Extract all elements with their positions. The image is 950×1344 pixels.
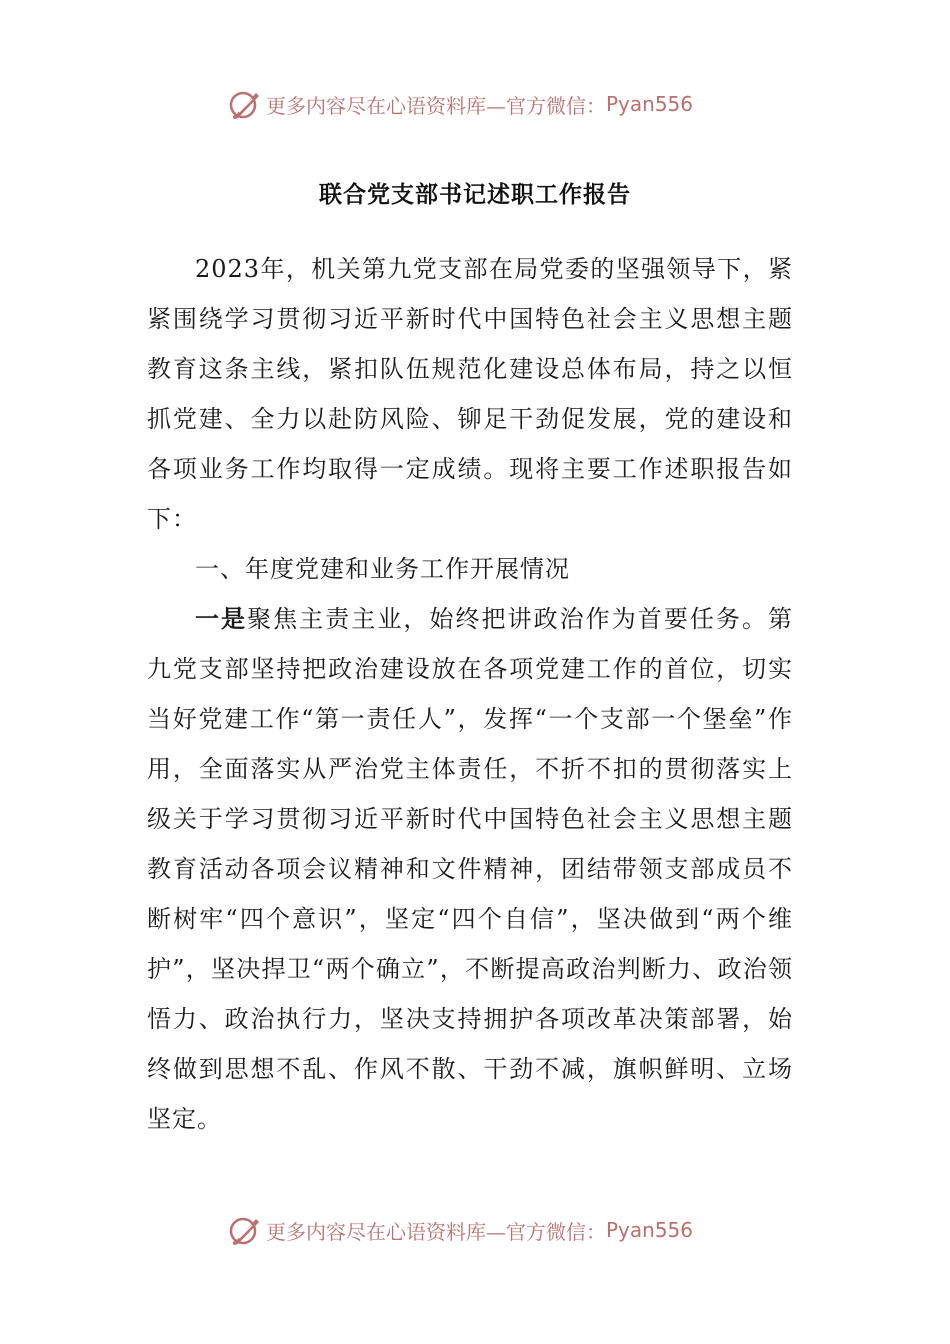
intro-paragraph: 2023年，机关第九党支部在局党委的坚强领导下，紧紧围绕学习贯彻习近平新时代中国特色社会主义思想主题教育这条主线，紧扣队伍规范化建设总体布局，持之以恒抓党建、全力以赴防风险、铆足干劲促发展，党的建设和各项业务工作均取得一定成绩。现将主要工作述职报告如下： — [147, 255, 793, 533]
watermark-wechat-id: Pyan556 — [606, 1218, 694, 1242]
document-body — [147, 244, 793, 1144]
document-title: 联合党支部书记述职工作报告 — [319, 181, 631, 208]
watermark-text: 更多内容尽在心语资料库—官方微信： — [266, 93, 606, 118]
point-body: 聚焦主责主业，始终把讲政治作为首要任务。第九党支部坚持把政治建设放在各项党建工作的首位，切实当好党建工作“第一责任人”，发挥“一个支部一个堡垒”作用，全面落实从严治党主体责任，不折不扣的贯彻落实上级关于学习贯彻习近平新时代中国特色社会主义思想主题教育活动各项会议精神和文件精神，团结带领支部成员不断树牢“四个意识”，坚定“四个自信”，坚决做到“两个维护”，坚决捍卫“两个确立”，不断提高政治判断力、政治领悟力、政治执行力，坚决支持拥护各项改革决策部署，始终做到思想不乱、作风不散、干劲不减，旗帜鲜明、立场坚定。 — [147, 605, 794, 1133]
point-lead: 一是 — [195, 604, 248, 633]
section-heading: 一、年度党建和业务工作开展情况 — [195, 555, 570, 583]
watermark-text: 更多内容尽在心语资料库—官方微信： — [266, 1219, 606, 1244]
header-watermark — [228, 84, 693, 124]
watermark-wechat-id: Pyan556 — [606, 92, 694, 116]
quill-logo-icon — [228, 87, 262, 121]
quill-logo-icon — [228, 1213, 262, 1247]
footer-watermark — [228, 1210, 693, 1250]
point-paragraph — [147, 594, 793, 1144]
